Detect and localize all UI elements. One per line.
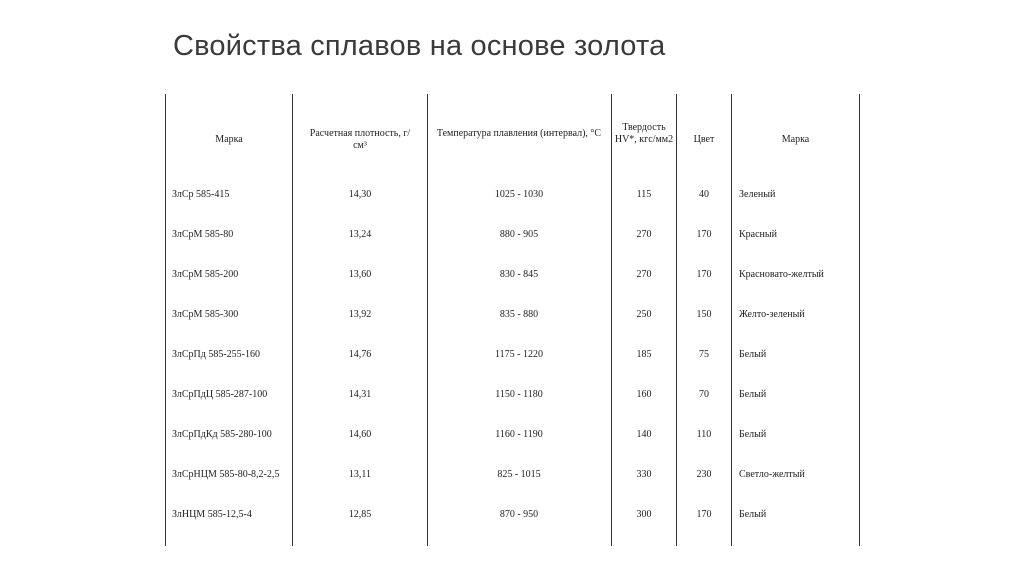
table-cell-hardness: 270 — [636, 229, 652, 240]
table-cell-mark: ЗлСрМ 585-300 — [172, 309, 239, 320]
table-cell-hardness: 300 — [636, 509, 652, 520]
table-cell-density: 14,31 — [348, 389, 372, 400]
header-hardness: Твердость HV*, кгс/мм2 — [614, 122, 674, 145]
table-cell-mark: ЗлСрПд 585-255-160 — [172, 349, 261, 360]
table-cell-density: 14,30 — [348, 189, 372, 200]
table-cell-melting: 830 - 845 — [499, 269, 539, 280]
table-cell-c6: Белый — [739, 429, 767, 440]
page-title: Свойства сплавов на основе золота — [173, 30, 666, 62]
header-color: Цвет — [693, 134, 715, 145]
table-cell-c5: 70 — [699, 389, 709, 400]
table-cell-mark: ЗлСрПдКд 585-280-100 — [172, 429, 272, 440]
table-cell-density: 12,85 — [348, 509, 372, 520]
header-mark: Марка — [215, 134, 243, 145]
header-mark-2: Марка — [781, 134, 810, 145]
table-cell-c5: 75 — [699, 349, 709, 360]
table-cell-c6: Белый — [739, 509, 767, 520]
table-cell-mark: ЗлСрПдЦ 585-287-100 — [172, 389, 268, 400]
table-cell-density: 13,60 — [348, 269, 372, 280]
header-melting: Температура плавления (интервал), °С — [436, 128, 602, 139]
table-cell-melting: 825 - 1015 — [497, 469, 541, 480]
table-cell-hardness: 250 — [636, 309, 652, 320]
table-cell-hardness: 270 — [636, 269, 652, 280]
table-cell-c6: Красновато-желтый — [739, 269, 824, 280]
table-cell-c5: 170 — [696, 269, 712, 280]
table-cell-hardness: 185 — [636, 349, 652, 360]
table-cell-mark: ЗлСрНЦМ 585-80-8,2-2,5 — [172, 469, 280, 480]
table-cell-density: 13,11 — [348, 469, 372, 480]
table-cell-melting: 835 - 880 — [499, 309, 539, 320]
table-cell-c6: Светло-желтый — [739, 469, 805, 480]
table-cell-melting: 1175 - 1220 — [495, 349, 543, 360]
table-cell-c6: Зеленый — [739, 189, 776, 200]
table-cell-mark: ЗлНЦМ 585-12,5-4 — [172, 509, 252, 520]
table-cell-density: 14,60 — [348, 429, 372, 440]
table-cell-c5: 40 — [699, 189, 709, 200]
table-cell-mark: ЗлСр 585-415 — [172, 189, 230, 200]
column-divider — [292, 94, 293, 546]
table-cell-c6: Красный — [739, 229, 777, 240]
column-divider — [859, 94, 860, 546]
column-divider — [427, 94, 428, 546]
table-cell-hardness: 115 — [636, 189, 652, 200]
table-cell-mark: ЗлСрМ 585-80 — [172, 229, 234, 240]
table-cell-melting: 1025 - 1030 — [494, 189, 544, 200]
table-cell-c5: 230 — [696, 469, 712, 480]
table-cell-melting: 880 - 905 — [499, 229, 539, 240]
table-cell-density: 13,92 — [348, 309, 372, 320]
table-cell-c6: Белый — [739, 389, 767, 400]
table-cell-melting: 1160 - 1190 — [495, 429, 543, 440]
table-cell-c6: Желто-зеленый — [739, 309, 805, 320]
column-divider — [165, 94, 166, 546]
table-cell-hardness: 140 — [636, 429, 652, 440]
table-cell-c5: 170 — [696, 229, 712, 240]
table-cell-hardness: 160 — [636, 389, 652, 400]
table-cell-hardness: 330 — [636, 469, 652, 480]
table-cell-c5: 150 — [696, 309, 712, 320]
table-cell-c5: 170 — [696, 509, 712, 520]
table-cell-melting: 870 - 950 — [499, 509, 539, 520]
table-cell-c5: 110 — [696, 429, 712, 440]
table-cell-mark: ЗлСрМ 585-200 — [172, 269, 239, 280]
table-cell-melting: 1150 - 1180 — [495, 389, 543, 400]
column-divider — [731, 94, 732, 546]
table-cell-c6: Белый — [739, 349, 767, 360]
header-density: Расчетная плотность, г/см³ — [309, 128, 411, 151]
table-cell-density: 14,76 — [348, 349, 372, 360]
table-cell-density: 13,24 — [348, 229, 372, 240]
